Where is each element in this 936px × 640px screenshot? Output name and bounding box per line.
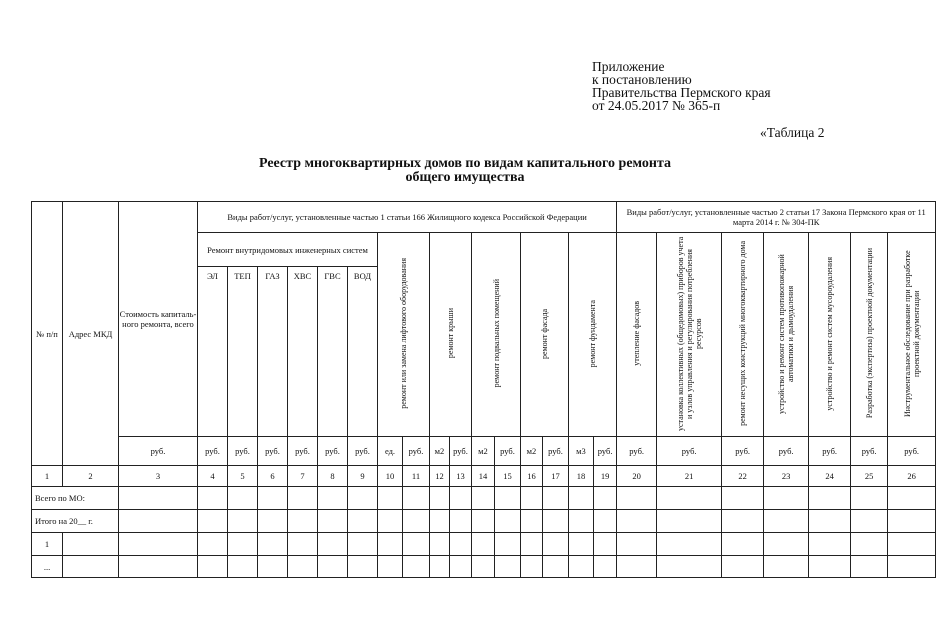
- title-line-2: общего имущества: [405, 170, 525, 185]
- column-number: 12: [430, 466, 450, 487]
- header-group-2: Виды работ/услуг, установленные частью 2 статьи 17 Закона Пермского края от 11 марта 2014 г. № 304-ПК: [617, 202, 936, 233]
- unit-cell: руб.: [198, 437, 228, 466]
- header-gvs: ГВС: [318, 267, 348, 437]
- header-foundation: [569, 233, 617, 437]
- unit-cell: м2: [430, 437, 450, 466]
- header-gaz: ГАЗ: [258, 267, 288, 437]
- column-number: 19: [594, 466, 617, 487]
- column-number: 23: [764, 466, 809, 487]
- header-garbage: [809, 233, 851, 437]
- header-basement-text: ремонт подвальных помещений: [491, 279, 501, 388]
- column-number: 25: [851, 466, 888, 487]
- header-group-1: Виды работ/услуг, установленные частью 1 статьи 166 Жилищного кодекса Российской Федерации: [198, 202, 617, 233]
- header-num: № п/п: [32, 202, 63, 466]
- header-facade-text: ремонт фасада: [540, 308, 549, 359]
- column-number: 15: [495, 466, 521, 487]
- header-fire: [764, 233, 809, 437]
- unit-cell: руб.: [119, 437, 198, 466]
- column-number: 20: [617, 466, 657, 487]
- column-number: 2: [63, 466, 119, 487]
- column-number: 1: [32, 466, 63, 487]
- document-title: [200, 157, 730, 185]
- unit-cell: руб.: [594, 437, 617, 466]
- header-roof: [430, 233, 472, 437]
- header-vod: ВОД: [348, 267, 378, 437]
- column-number: 6: [258, 466, 288, 487]
- column-number: 24: [809, 466, 851, 487]
- column-number: 18: [569, 466, 594, 487]
- header-tep: ТЕП: [228, 267, 258, 437]
- appendix-note: [592, 60, 771, 112]
- title-line-1: Реестр многоквартирных домов по видам капитального ремонта: [258, 156, 672, 171]
- header-hvs: ХВС: [288, 267, 318, 437]
- header-meters: [657, 233, 722, 437]
- total-mo-label: Всего по МО:: [32, 487, 119, 510]
- header-basement: [472, 233, 521, 437]
- column-number: 10: [378, 466, 403, 487]
- header-address: Адрес МКД: [63, 202, 119, 466]
- header-design: [851, 233, 888, 437]
- header-structures-text: ремонт несущих конструкций многоквартирного дома: [738, 241, 748, 426]
- unit-cell: руб.: [764, 437, 809, 466]
- column-numbers-row: [32, 466, 936, 487]
- unit-cell: руб.: [657, 437, 722, 466]
- column-number: 21: [657, 466, 722, 487]
- header-foundation-text: ремонт фундамента: [588, 299, 598, 368]
- table-label: «Таблица 2: [760, 125, 825, 140]
- column-number: 8: [318, 466, 348, 487]
- table-row: [32, 510, 936, 533]
- table-row: [32, 533, 936, 556]
- unit-cell: м2: [472, 437, 495, 466]
- appendix-line: Приложение: [592, 59, 665, 74]
- unit-cell: ед.: [378, 437, 403, 466]
- column-number: 26: [888, 466, 936, 487]
- table-row: [32, 487, 936, 510]
- unit-cell: руб.: [258, 437, 288, 466]
- column-number: 17: [543, 466, 569, 487]
- unit-cell: м3: [569, 437, 594, 466]
- header-roof-text: ремонт крыши: [446, 308, 455, 359]
- unit-cell: м2: [521, 437, 543, 466]
- column-number: 7: [288, 466, 318, 487]
- header-insulation: [617, 233, 657, 437]
- unit-cell: руб.: [543, 437, 569, 466]
- unit-cell: руб.: [851, 437, 888, 466]
- column-number: 22: [722, 466, 764, 487]
- units-row: [32, 437, 936, 466]
- column-number: 3: [119, 466, 198, 487]
- unit-cell: руб.: [495, 437, 521, 466]
- header-cost: Стоимость капиталь-ного ремонта, всего: [119, 202, 198, 437]
- column-number: 14: [472, 466, 495, 487]
- header-insulation-text: утепление фасадов: [632, 301, 642, 366]
- appendix-line: к постановлению: [592, 72, 692, 87]
- unit-cell: руб.: [809, 437, 851, 466]
- header-structures: [722, 233, 764, 437]
- unit-cell: руб.: [228, 437, 258, 466]
- appendix-line: от 24.05.2017 № 365-п: [592, 98, 721, 113]
- appendix-line: Правительства Пермского края: [592, 85, 771, 100]
- unit-cell: руб.: [617, 437, 657, 466]
- unit-cell: руб.: [348, 437, 378, 466]
- column-number: 4: [198, 466, 228, 487]
- header-engineering: Ремонт внутридомовых инженерных систем: [198, 233, 378, 267]
- column-number: 13: [450, 466, 472, 487]
- header-garbage-text: устройство и ремонт систем мусороудаления: [825, 256, 835, 411]
- table-row: [32, 556, 936, 578]
- header-survey-text: Инструментальное обследование при разработке проектной документации: [902, 250, 921, 417]
- column-number: 5: [228, 466, 258, 487]
- header-survey: [888, 233, 936, 437]
- unit-cell: руб.: [888, 437, 936, 466]
- header-fire-text: устройство и ремонт систем противопожарной автоматики и дымоудаления: [777, 253, 796, 414]
- unit-cell: руб.: [288, 437, 318, 466]
- row-number: 1: [32, 533, 63, 556]
- unit-cell: руб.: [722, 437, 764, 466]
- unit-cell: руб.: [318, 437, 348, 466]
- registry-table: [31, 201, 936, 578]
- header-el: ЭЛ: [198, 267, 228, 437]
- total-year-label: Итого на 20__ г.: [32, 510, 119, 533]
- column-number: 9: [348, 466, 378, 487]
- unit-cell: руб.: [403, 437, 430, 466]
- header-meters-text: установка коллективных (общедомовых) приборов учета и узлов управления и регулирования потребления ресурсов: [675, 236, 703, 431]
- header-facade: [521, 233, 569, 437]
- header-lift-text: ремонт или замена лифтового оборудования: [399, 258, 408, 409]
- column-number: 11: [403, 466, 430, 487]
- row-ellipsis: ...: [32, 556, 63, 578]
- column-number: 16: [521, 466, 543, 487]
- header-design-text: Разработка (экспертиза) проектной документации: [864, 248, 874, 419]
- header-lift: [378, 233, 430, 437]
- unit-cell: руб.: [450, 437, 472, 466]
